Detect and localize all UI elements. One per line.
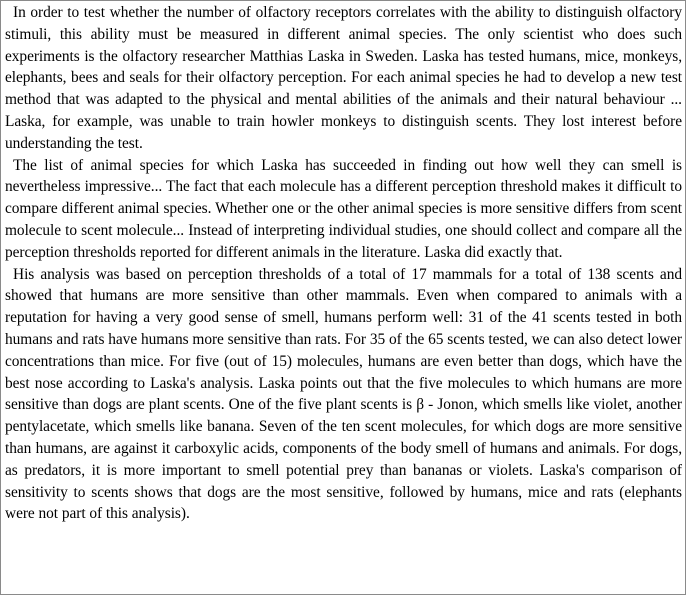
paragraph-species-comparison: The list of animal species for which Laska has succeeded in finding out how well they can smell is nevertheless impressive... The fact that each molecule has a different perception threshold makes it difficult to compare different animal species. Whether one or the other animal species is more sensitive differs from scent molecule to scent molecule... Instead of interpreting individual studies, one should collect and compare all the perception thresholds reported for different animals in the literature. Laska did exactly that. — [5, 156, 682, 261]
paragraph-analysis-results: His analysis was based on perception thresholds of a total of 17 mammals for a total of 138 scents and showed that humans are more sensitive than other mammals. Even when compared to animals with a reputation for having a very good sense of smell, humans perform well: 31 of the 41 scents tested in both humans and rats have humans more sensitive than rats. For 35 of the 65 scents tested, we can also detect lower concentrations than mice. For five (out of 15) molecules, humans are even better than dogs, which have the best nose according to Laska's analysis. Laska points out that the five molecules to which humans are more sensitive than dogs are plant scents. One of the five plant scents is β - Jonon, which smells like violet, another pentylacetate, which smells like banana. Seven of the ten scent molecules, for which dogs are more sensitive than humans, are against it carboxylic acids, components of the body smell of humans and animals. For dogs, as predators, it is more important to smell potential prey than bananas or violets. Laska's comparison of sensitivity to scents shows that dogs are the most sensitive, followed by humans, mice and rats (elephants were not part of this analysis). — [5, 265, 682, 523]
paragraph-intro: In order to test whether the number of olfactory receptors correlates with the ability to distinguish olfactory stimuli, this ability must be measured in different animal species. The only scientist who does such experiments is the olfactory researcher Matthias Laska in Sweden. Laska has tested humans, mice, monkeys, elephants, bees and seals for their olfactory perception. For each animal species he had to develop a new test method that was adapted to the physical and mental abilities of the animals and their natural behaviour ... Laska, for example, was unable to train howler monkeys to distinguish scents. They lost interest before understanding the test. — [5, 4, 682, 152]
